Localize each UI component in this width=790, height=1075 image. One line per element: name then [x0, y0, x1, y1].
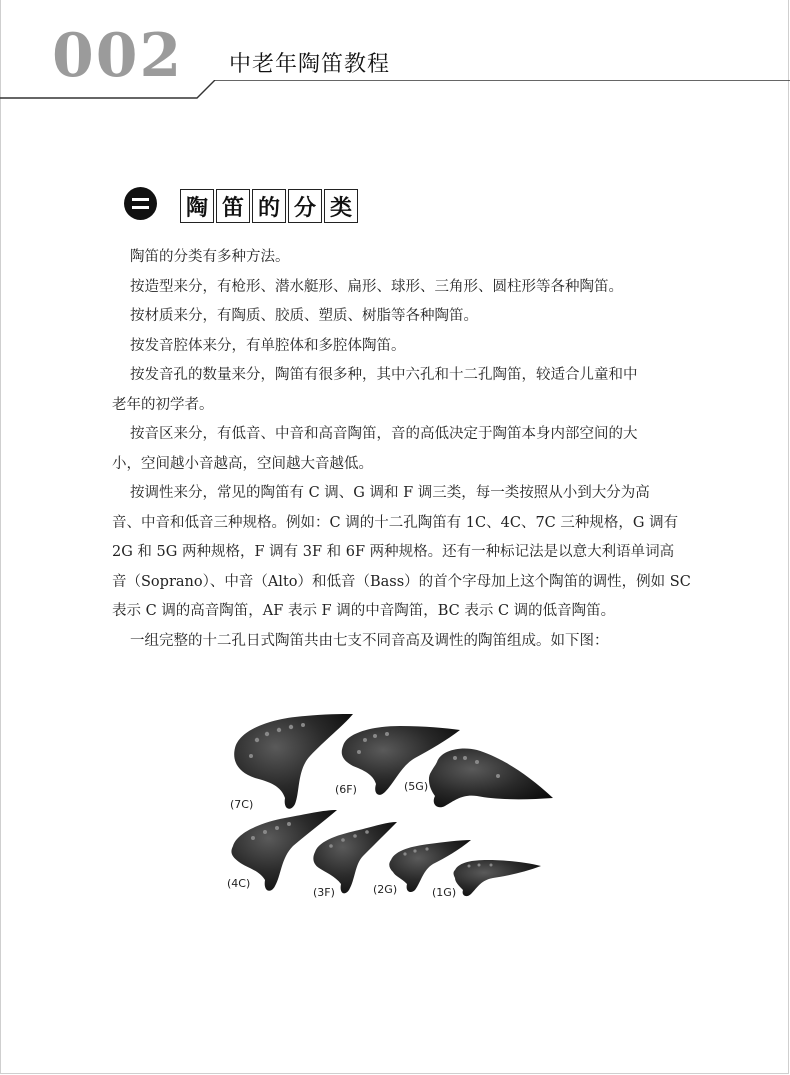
body-text: [112, 243, 691, 656]
body-line: 2G 和 5G 两种规格，F 调有 3F 和 6F 两种规格。还有一种标记法是以意大利语单词高: [112, 544, 675, 560]
ocarina-label: (1G): [432, 886, 457, 899]
ocarina-5g: [429, 749, 553, 808]
section-title-char: 类: [324, 189, 358, 223]
body-line: 表示 C 调的高音陶笛，AF 表示 F 调的中音陶笛，BC 表示 C 调的低音陶笛。: [112, 603, 616, 619]
ocarina-label: (4C): [227, 877, 251, 890]
body-line: 老年的初学者。: [112, 396, 214, 413]
ocarina-label: (7C): [230, 798, 254, 811]
section-title: [180, 189, 358, 223]
ocarina-label: (3F): [313, 886, 335, 899]
body-line: 一组完整的十二孔日式陶笛共由七支不同音高及调性的陶笛组成。如下图：: [130, 632, 609, 649]
body-line: 按发音腔体来分，有单腔体和多腔体陶笛。: [130, 337, 406, 354]
body-line: 按造型来分，有枪形、潜水艇形、扁形、球形、三角形、圆柱形等各种陶笛。: [130, 278, 623, 295]
section-title-char: 陶: [180, 189, 214, 223]
section-title-char: 分: [288, 189, 322, 223]
book-title: 中老年陶笛教程: [229, 52, 391, 77]
ocarina-label: (5G): [404, 780, 429, 793]
body-line: 按发音孔的数量来分，陶笛有很多种，其中六孔和十二孔陶笛，较适合儿童和中: [130, 367, 638, 383]
ocarina-label: (2G): [373, 883, 398, 896]
body-line: 音、中音和低音三种规格。例如：C 调的十二孔陶笛有 1C、4C、7C 三种规格，G 调有: [112, 514, 679, 531]
body-line: 按音区来分，有低音、中音和高音陶笛，音的高低决定于陶笛本身内部空间的大: [130, 426, 638, 442]
section-title-char: 的: [252, 189, 286, 223]
body-line: 小，空间越小音越高，空间越大音越低。: [112, 455, 373, 472]
ocarina-1g: [454, 860, 542, 896]
body-line: 按调性来分，常见的陶笛有 C 调、G 调和 F 调三类，每一类按照从小到大分为高: [130, 485, 650, 501]
section-title-char: 笛: [216, 189, 250, 223]
body-line: 音（Soprano）、中音（Alto）和低音（Bass）的首个字母加上这个陶笛的调性，例如 SC: [112, 573, 691, 590]
header-rule: [0, 80, 790, 120]
ocarina-figure: [215, 700, 575, 915]
ocarina-label: (6F): [335, 783, 357, 796]
body-line: 按材质来分，有陶质、胶质、塑质、树脂等各种陶笛。: [130, 308, 478, 324]
page-number: 002: [52, 21, 184, 91]
body-line: 陶笛的分类有多种方法。: [130, 249, 290, 265]
section-number-icon: [124, 187, 157, 220]
